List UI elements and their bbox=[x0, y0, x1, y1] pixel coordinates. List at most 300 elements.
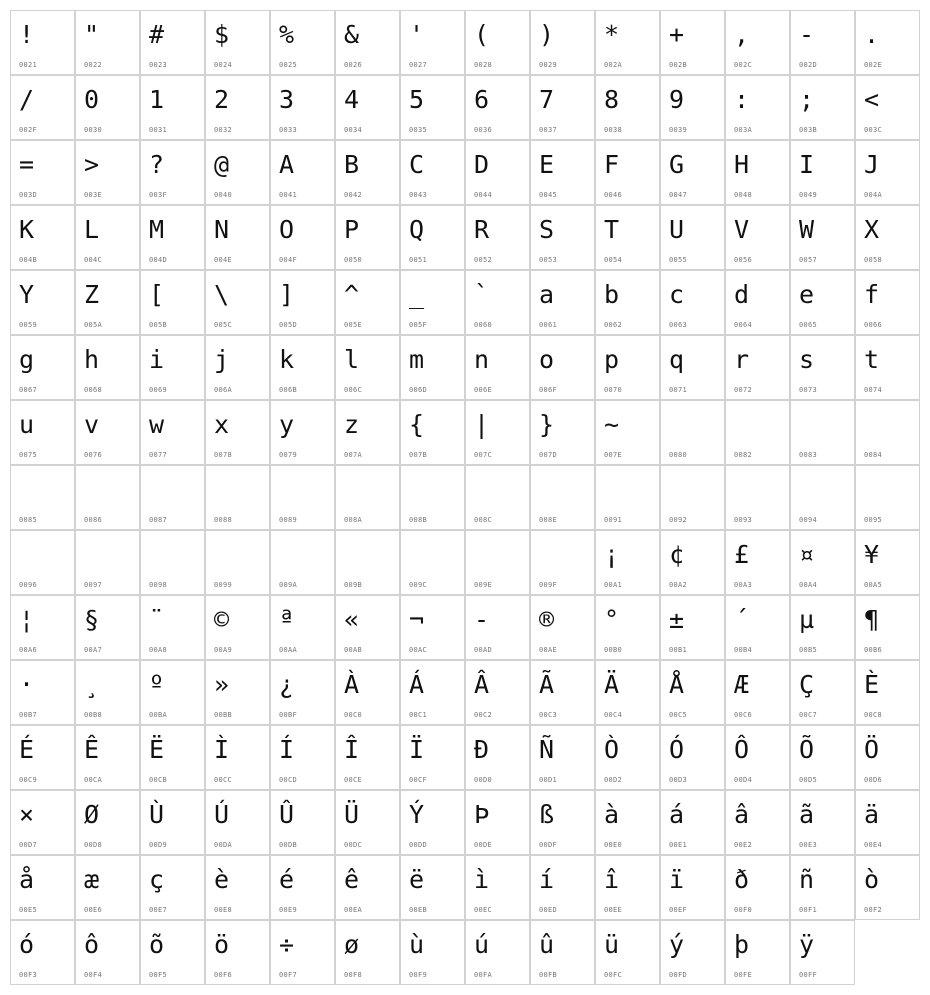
glyph-cell bbox=[10, 465, 75, 530]
glyph-character: V bbox=[734, 215, 750, 244]
glyph-codepoint: 008C bbox=[474, 516, 493, 524]
glyph-character: Î bbox=[344, 735, 360, 764]
glyph-cell bbox=[205, 465, 270, 530]
glyph-codepoint: 0060 bbox=[474, 321, 493, 329]
glyph-cell bbox=[140, 920, 205, 985]
glyph-codepoint: 005E bbox=[344, 321, 363, 329]
glyph-cell bbox=[530, 10, 595, 75]
glyph-codepoint: 00BF bbox=[279, 711, 298, 719]
glyph-character: Ú bbox=[214, 800, 230, 829]
glyph-codepoint: 0066 bbox=[864, 321, 883, 329]
glyph-character: 1 bbox=[149, 85, 165, 114]
glyph-codepoint: 00C1 bbox=[409, 711, 428, 719]
glyph-cell bbox=[530, 465, 595, 530]
glyph-character bbox=[279, 537, 319, 573]
glyph-character: £ bbox=[734, 540, 750, 569]
glyph-character: F bbox=[604, 150, 620, 179]
glyph-cell bbox=[335, 465, 400, 530]
glyph-codepoint: 00E0 bbox=[604, 841, 623, 849]
glyph-character: ì bbox=[474, 865, 490, 894]
glyph-codepoint: 00EF bbox=[669, 906, 688, 914]
glyph-character: O bbox=[279, 215, 295, 244]
glyph-character: * bbox=[604, 20, 620, 49]
glyph-codepoint: 00D3 bbox=[669, 776, 688, 784]
glyph-character bbox=[864, 472, 904, 508]
glyph-codepoint: 00B7 bbox=[19, 711, 38, 719]
glyph-cell bbox=[725, 465, 790, 530]
glyph-character: Í bbox=[279, 735, 295, 764]
glyph-codepoint: 003A bbox=[734, 126, 753, 134]
glyph-character: 5 bbox=[409, 85, 425, 114]
glyph-character: ! bbox=[19, 20, 35, 49]
glyph-codepoint: 00F1 bbox=[799, 906, 818, 914]
glyph-character: Å bbox=[669, 670, 685, 699]
glyph-codepoint: 0022 bbox=[84, 61, 103, 69]
glyph-character: á bbox=[669, 800, 685, 829]
glyph-character bbox=[279, 472, 319, 508]
glyph-character bbox=[409, 537, 449, 573]
glyph-codepoint: 00DA bbox=[214, 841, 233, 849]
glyph-cell bbox=[205, 920, 270, 985]
glyph-codepoint: 0028 bbox=[474, 61, 493, 69]
glyph-cell bbox=[725, 530, 790, 595]
glyph-cell bbox=[855, 725, 920, 790]
glyph-character: Ö bbox=[864, 735, 880, 764]
glyph-cell bbox=[790, 725, 855, 790]
glyph-character: i bbox=[149, 345, 165, 374]
glyph-codepoint: 00B4 bbox=[734, 646, 753, 654]
glyph-codepoint: 00F3 bbox=[19, 971, 38, 979]
glyph-codepoint: 00D4 bbox=[734, 776, 753, 784]
glyph-character: l bbox=[344, 345, 360, 374]
glyph-cell bbox=[660, 855, 725, 920]
glyph-codepoint: 0045 bbox=[539, 191, 558, 199]
glyph-codepoint: 00FD bbox=[669, 971, 688, 979]
glyph-character: Ü bbox=[344, 800, 360, 829]
glyph-codepoint: 00A1 bbox=[604, 581, 623, 589]
glyph-character: Z bbox=[84, 280, 100, 309]
glyph-codepoint: 00F5 bbox=[149, 971, 168, 979]
glyph-character: ' bbox=[409, 20, 425, 49]
glyph-codepoint: 00B8 bbox=[84, 711, 103, 719]
glyph-cell bbox=[855, 660, 920, 725]
glyph-cell bbox=[660, 465, 725, 530]
glyph-cell bbox=[335, 205, 400, 270]
glyph-codepoint: 00A8 bbox=[149, 646, 168, 654]
glyph-cell bbox=[595, 725, 660, 790]
glyph-character: ¶ bbox=[864, 605, 880, 634]
glyph-codepoint: 0049 bbox=[799, 191, 818, 199]
glyph-character: d bbox=[734, 280, 750, 309]
glyph-cell bbox=[10, 335, 75, 400]
glyph-character: Ò bbox=[604, 735, 620, 764]
glyph-character: Q bbox=[409, 215, 425, 244]
glyph-character: é bbox=[279, 865, 295, 894]
glyph-codepoint: 0082 bbox=[734, 451, 753, 459]
glyph-character: ö bbox=[214, 930, 230, 959]
glyph-codepoint: 00A3 bbox=[734, 581, 753, 589]
glyph-cell bbox=[335, 140, 400, 205]
glyph-cell bbox=[790, 140, 855, 205]
glyph-cell bbox=[855, 335, 920, 400]
glyph-character: \ bbox=[214, 280, 230, 309]
glyph-cell bbox=[205, 140, 270, 205]
glyph-cell bbox=[465, 205, 530, 270]
glyph-character: 7 bbox=[539, 85, 555, 114]
glyph-character: ¥ bbox=[864, 540, 880, 569]
glyph-character: û bbox=[539, 930, 555, 959]
glyph-codepoint: 00CD bbox=[279, 776, 298, 784]
glyph-codepoint: 00C3 bbox=[539, 711, 558, 719]
glyph-codepoint: 00FC bbox=[604, 971, 623, 979]
glyph-cell bbox=[855, 790, 920, 855]
glyph-cell bbox=[465, 855, 530, 920]
glyph-character: ¦ bbox=[19, 605, 35, 634]
glyph-cell bbox=[10, 595, 75, 660]
glyph-character: r bbox=[734, 345, 750, 374]
glyph-codepoint: 00F4 bbox=[84, 971, 103, 979]
glyph-cell bbox=[205, 855, 270, 920]
glyph-cell bbox=[595, 660, 660, 725]
glyph-cell bbox=[10, 855, 75, 920]
glyph-cell bbox=[465, 400, 530, 465]
glyph-codepoint: 00DF bbox=[539, 841, 558, 849]
glyph-codepoint: 0084 bbox=[864, 451, 883, 459]
glyph-character: 6 bbox=[474, 85, 490, 114]
glyph-character: Û bbox=[279, 800, 295, 829]
glyph-character: ô bbox=[84, 930, 100, 959]
glyph-codepoint: 0095 bbox=[864, 516, 883, 524]
glyph-cell bbox=[465, 660, 530, 725]
glyph-codepoint: 00D7 bbox=[19, 841, 38, 849]
glyph-codepoint: 0075 bbox=[19, 451, 38, 459]
glyph-cell bbox=[530, 75, 595, 140]
glyph-codepoint: 0023 bbox=[149, 61, 168, 69]
glyph-cell bbox=[335, 335, 400, 400]
glyph-codepoint: 0088 bbox=[214, 516, 233, 524]
glyph-codepoint: 0046 bbox=[604, 191, 623, 199]
glyph-cell bbox=[530, 790, 595, 855]
glyph-character: _ bbox=[409, 280, 425, 309]
glyph-codepoint: 0097 bbox=[84, 581, 103, 589]
glyph-character: ¸ bbox=[84, 670, 100, 699]
glyph-cell bbox=[660, 335, 725, 400]
glyph-character: & bbox=[344, 20, 360, 49]
glyph-codepoint: 00EB bbox=[409, 906, 428, 914]
glyph-codepoint: 0094 bbox=[799, 516, 818, 524]
glyph-codepoint: 00E5 bbox=[19, 906, 38, 914]
glyph-codepoint: 0093 bbox=[734, 516, 753, 524]
glyph-cell bbox=[205, 75, 270, 140]
glyph-character: À bbox=[344, 670, 360, 699]
glyph-cell bbox=[400, 465, 465, 530]
glyph-codepoint: 0035 bbox=[409, 126, 428, 134]
glyph-codepoint: 0065 bbox=[799, 321, 818, 329]
glyph-character: , bbox=[734, 20, 750, 49]
glyph-cell bbox=[10, 75, 75, 140]
glyph-codepoint: 00E6 bbox=[84, 906, 103, 914]
glyph-cell bbox=[855, 595, 920, 660]
glyph-codepoint: 0091 bbox=[604, 516, 623, 524]
glyph-codepoint: 00E3 bbox=[799, 841, 818, 849]
glyph-codepoint: 00D5 bbox=[799, 776, 818, 784]
glyph-codepoint: 0079 bbox=[279, 451, 298, 459]
glyph-character: Ó bbox=[669, 735, 685, 764]
glyph-codepoint: 00C7 bbox=[799, 711, 818, 719]
glyph-character: ñ bbox=[799, 865, 815, 894]
glyph-character bbox=[84, 537, 124, 573]
glyph-cell bbox=[465, 270, 530, 335]
glyph-cell bbox=[140, 335, 205, 400]
glyph-codepoint: 007C bbox=[474, 451, 493, 459]
glyph-character: L bbox=[84, 215, 100, 244]
glyph-codepoint: 0026 bbox=[344, 61, 363, 69]
glyph-cell bbox=[75, 790, 140, 855]
glyph-character: 4 bbox=[344, 85, 360, 114]
glyph-cell bbox=[465, 75, 530, 140]
glyph-character bbox=[214, 472, 254, 508]
glyph-codepoint: 0098 bbox=[149, 581, 168, 589]
glyph-character: t bbox=[864, 345, 880, 374]
glyph-codepoint: 0057 bbox=[799, 256, 818, 264]
glyph-character: © bbox=[214, 605, 230, 634]
glyph-codepoint: 00DB bbox=[279, 841, 298, 849]
glyph-character bbox=[19, 537, 59, 573]
glyph-codepoint: 00E7 bbox=[149, 906, 168, 914]
glyph-character bbox=[84, 472, 124, 508]
glyph-codepoint: 00A6 bbox=[19, 646, 38, 654]
glyph-codepoint: 0092 bbox=[669, 516, 688, 524]
glyph-codepoint: 002B bbox=[669, 61, 688, 69]
glyph-cell bbox=[270, 140, 335, 205]
glyph-codepoint: 0021 bbox=[19, 61, 38, 69]
glyph-character: Ê bbox=[84, 735, 100, 764]
glyph-character: ¢ bbox=[669, 540, 685, 569]
glyph-character: ? bbox=[149, 150, 165, 179]
glyph-codepoint: 00FB bbox=[539, 971, 558, 979]
glyph-character: ¨ bbox=[149, 605, 165, 634]
glyph-cell bbox=[595, 855, 660, 920]
glyph-codepoint: 00DC bbox=[344, 841, 363, 849]
glyph-cell bbox=[75, 205, 140, 270]
glyph-codepoint: 00C5 bbox=[669, 711, 688, 719]
glyph-cell bbox=[790, 790, 855, 855]
glyph-cell bbox=[75, 465, 140, 530]
glyph-codepoint: 00CB bbox=[149, 776, 168, 784]
glyph-character: B bbox=[344, 150, 360, 179]
glyph-cell bbox=[270, 10, 335, 75]
glyph-codepoint: 00D8 bbox=[84, 841, 103, 849]
glyph-codepoint: 0044 bbox=[474, 191, 493, 199]
glyph-character: ¬ bbox=[409, 605, 425, 634]
glyph-character: ± bbox=[669, 605, 685, 634]
glyph-cell bbox=[725, 920, 790, 985]
glyph-cell bbox=[790, 855, 855, 920]
glyph-character bbox=[604, 472, 644, 508]
glyph-codepoint: 0072 bbox=[734, 386, 753, 394]
glyph-codepoint: 008B bbox=[409, 516, 428, 524]
glyph-character: ¡ bbox=[604, 540, 620, 569]
glyph-character: º bbox=[149, 670, 165, 699]
glyph-character bbox=[474, 472, 514, 508]
glyph-codepoint: 0073 bbox=[799, 386, 818, 394]
glyph-character: ã bbox=[799, 800, 815, 829]
glyph-character: 0 bbox=[84, 85, 100, 114]
glyph-character: k bbox=[279, 345, 295, 374]
glyph-codepoint: 0061 bbox=[539, 321, 558, 329]
glyph-codepoint: 00A5 bbox=[864, 581, 883, 589]
glyph-character: n bbox=[474, 345, 490, 374]
glyph-character: ` bbox=[474, 280, 490, 309]
glyph-cell bbox=[140, 530, 205, 595]
glyph-cell bbox=[595, 10, 660, 75]
glyph-cell bbox=[75, 75, 140, 140]
glyph-codepoint: 00A9 bbox=[214, 646, 233, 654]
glyph-codepoint: 0032 bbox=[214, 126, 233, 134]
glyph-character: í bbox=[539, 865, 555, 894]
glyph-character: u bbox=[19, 410, 35, 439]
glyph-cell bbox=[530, 595, 595, 660]
glyph-character: 9 bbox=[669, 85, 685, 114]
glyph-cell bbox=[660, 400, 725, 465]
glyph-character: v bbox=[84, 410, 100, 439]
glyph-codepoint: 00FA bbox=[474, 971, 493, 979]
glyph-codepoint: 0085 bbox=[19, 516, 38, 524]
glyph-codepoint: 00FF bbox=[799, 971, 818, 979]
glyph-character: $ bbox=[214, 20, 230, 49]
glyph-cell bbox=[725, 855, 790, 920]
glyph-codepoint: 006B bbox=[279, 386, 298, 394]
glyph-character: ë bbox=[409, 865, 425, 894]
glyph-codepoint: 00BB bbox=[214, 711, 233, 719]
glyph-codepoint: 002F bbox=[19, 126, 38, 134]
glyph-codepoint: 00F9 bbox=[409, 971, 428, 979]
glyph-cell bbox=[270, 725, 335, 790]
glyph-codepoint: 00A4 bbox=[799, 581, 818, 589]
glyph-cell bbox=[855, 465, 920, 530]
glyph-cell bbox=[400, 140, 465, 205]
glyph-codepoint: 004F bbox=[279, 256, 298, 264]
glyph-cell bbox=[140, 660, 205, 725]
glyph-codepoint: 004C bbox=[84, 256, 103, 264]
glyph-codepoint: 005F bbox=[409, 321, 428, 329]
glyph-character: Ç bbox=[799, 670, 815, 699]
glyph-character: < bbox=[864, 85, 880, 114]
glyph-codepoint: 0063 bbox=[669, 321, 688, 329]
glyph-character bbox=[734, 407, 774, 443]
glyph-codepoint: 003E bbox=[84, 191, 103, 199]
glyph-codepoint: 005B bbox=[149, 321, 168, 329]
glyph-codepoint: 00E1 bbox=[669, 841, 688, 849]
glyph-cell bbox=[400, 270, 465, 335]
glyph-cell bbox=[725, 660, 790, 725]
glyph-character: U bbox=[669, 215, 685, 244]
glyph-codepoint: 0053 bbox=[539, 256, 558, 264]
glyph-cell bbox=[75, 595, 140, 660]
glyph-character: g bbox=[19, 345, 35, 374]
glyph-codepoint: 0059 bbox=[19, 321, 38, 329]
glyph-codepoint: 0064 bbox=[734, 321, 753, 329]
glyph-codepoint: 0041 bbox=[279, 191, 298, 199]
glyph-cell bbox=[335, 10, 400, 75]
glyph-character: [ bbox=[149, 280, 165, 309]
glyph-codepoint: 0080 bbox=[669, 451, 688, 459]
glyph-character: | bbox=[474, 410, 490, 439]
glyph-cell bbox=[725, 75, 790, 140]
glyph-cell bbox=[400, 10, 465, 75]
glyph-cell bbox=[595, 140, 660, 205]
glyph-codepoint: 00C9 bbox=[19, 776, 38, 784]
glyph-cell bbox=[465, 595, 530, 660]
glyph-codepoint: 00A2 bbox=[669, 581, 688, 589]
glyph-cell bbox=[75, 270, 140, 335]
glyph-codepoint: 0056 bbox=[734, 256, 753, 264]
glyph-character: Ã bbox=[539, 670, 555, 699]
glyph-character: . bbox=[864, 20, 880, 49]
glyph-character: ´ bbox=[734, 605, 750, 634]
glyph-codepoint: 0040 bbox=[214, 191, 233, 199]
glyph-character: ¿ bbox=[279, 670, 295, 699]
glyph-cell bbox=[790, 920, 855, 985]
glyph-character: ; bbox=[799, 85, 815, 114]
glyph-codepoint: 00DD bbox=[409, 841, 428, 849]
glyph-character: ï bbox=[669, 865, 685, 894]
glyph-character bbox=[734, 472, 774, 508]
glyph-character: j bbox=[214, 345, 230, 374]
glyph-cell bbox=[140, 205, 205, 270]
glyph-character: / bbox=[19, 85, 35, 114]
glyph-cell bbox=[75, 725, 140, 790]
glyph-character: å bbox=[19, 865, 35, 894]
glyph-codepoint: 00E4 bbox=[864, 841, 883, 849]
glyph-codepoint: 0086 bbox=[84, 516, 103, 524]
glyph-codepoint: 00D2 bbox=[604, 776, 623, 784]
glyph-codepoint: 0074 bbox=[864, 386, 883, 394]
glyph-cell bbox=[790, 75, 855, 140]
glyph-character: þ bbox=[734, 930, 750, 959]
glyph-character: § bbox=[84, 605, 100, 634]
glyph-codepoint: 0099 bbox=[214, 581, 233, 589]
glyph-character: ù bbox=[409, 930, 425, 959]
glyph-cell bbox=[270, 920, 335, 985]
glyph-cell bbox=[270, 335, 335, 400]
glyph-cell bbox=[335, 595, 400, 660]
glyph-codepoint: 00B1 bbox=[669, 646, 688, 654]
glyph-cell bbox=[725, 725, 790, 790]
glyph-cell bbox=[205, 660, 270, 725]
glyph-character: 3 bbox=[279, 85, 295, 114]
glyph-cell bbox=[400, 855, 465, 920]
glyph-codepoint: 007E bbox=[604, 451, 623, 459]
glyph-character: z bbox=[344, 410, 360, 439]
glyph-codepoint: 006C bbox=[344, 386, 363, 394]
glyph-cell bbox=[530, 270, 595, 335]
glyph-character: õ bbox=[149, 930, 165, 959]
glyph-character: ] bbox=[279, 280, 295, 309]
glyph-character: Ñ bbox=[539, 735, 555, 764]
glyph-codepoint: 009C bbox=[409, 581, 428, 589]
glyph-character bbox=[539, 537, 579, 573]
glyph-cell bbox=[725, 400, 790, 465]
glyph-cell bbox=[140, 140, 205, 205]
glyph-codepoint: 008E bbox=[539, 516, 558, 524]
glyph-codepoint: 00B0 bbox=[604, 646, 623, 654]
glyph-codepoint: 00ED bbox=[539, 906, 558, 914]
glyph-character: R bbox=[474, 215, 490, 244]
glyph-cell bbox=[10, 400, 75, 465]
glyph-character: E bbox=[539, 150, 555, 179]
glyph-codepoint: 00D6 bbox=[864, 776, 883, 784]
